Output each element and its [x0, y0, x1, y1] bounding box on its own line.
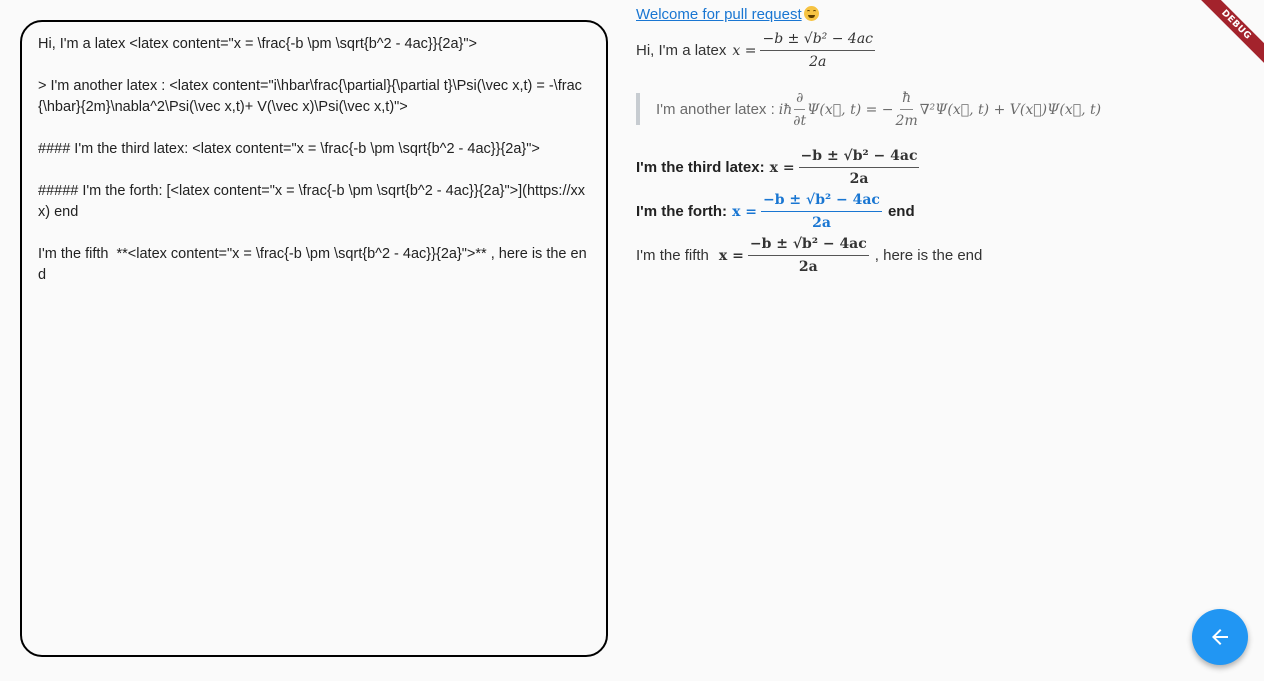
link-text[interactable]: Welcome for pull request — [636, 6, 802, 23]
formula-5 — [719, 236, 873, 275]
formula-denominator: 2a — [809, 54, 827, 70]
line3-text: I'm the third latex: — [636, 159, 765, 176]
formula-fraction — [799, 148, 920, 187]
line4-text: I'm the forth: — [636, 203, 728, 220]
line4-end: end — [887, 203, 915, 220]
formula-denominator: 2a — [812, 215, 831, 231]
ihbar: iħ — [778, 101, 793, 118]
two-m-den: 2m — [895, 113, 918, 129]
formula-fraction — [760, 31, 875, 70]
back-fab-button[interactable] — [1192, 609, 1248, 665]
line5-end: , here is the end — [874, 247, 983, 264]
pull-request-link[interactable] — [636, 6, 819, 23]
debug-banner-text: DEBUG — [1189, 0, 1264, 72]
formula-fraction — [761, 192, 882, 231]
formula-lhs: x = — [732, 203, 758, 220]
debug-banner — [1174, 0, 1264, 90]
formula-denominator: 2a — [798, 259, 818, 275]
editor-content[interactable]: Hi, I'm a latex <latex content="x = \frac{-b \pm \sqrt{b^2 - 4ac}}{2a}"> > I'm another latex : <latex content="i\hbar\frac{\partial}{\partial t}\Psi(\vec x,t) = -\frac{\hbar}{2m}\nabla^2\Psi(\vec x,t)+ V(\vec x)\Psi(\vec x,t)"> #### I'm the third latex: <latex content="x = \frac{-b \pm \sqrt{b^2 - 4ac}}{2a}"> ##### I'm the forth: [<latex content="x = \frac{-b \pm \sqrt{b^2 - 4ac}}{2a}">](https://xxx) end I'm the fifth **<latex content="x = \frac{-b \pm \sqrt{b^2 - 4ac}}{2a}">** , here is the end — [38, 36, 587, 283]
formula-fraction — [748, 236, 869, 275]
psi-lhs: Ψ(x⃗, t) = − — [807, 101, 894, 118]
latex-source-editor[interactable] — [20, 20, 608, 657]
line2-text: I'm another latex : — [656, 101, 775, 118]
partial-fraction — [793, 90, 806, 129]
formula-lhs: x = — [769, 159, 795, 176]
preview-line-3 — [636, 148, 923, 187]
formula-numerator: −b ± √b² − 4ac — [748, 236, 869, 256]
formula-1 — [732, 31, 879, 70]
partial-den: ∂t — [793, 113, 807, 129]
formula-lhs: x = — [718, 247, 744, 264]
blockquote-bar — [636, 93, 640, 125]
formula-numerator: −b ± √b² − 4ac — [760, 31, 875, 51]
line5-text: I'm the fifth — [636, 247, 709, 264]
formula-3 — [770, 148, 924, 187]
preview-line-1 — [636, 31, 879, 70]
partial-num: ∂ — [794, 90, 805, 110]
grin-emoji-icon — [804, 6, 819, 21]
preview-line-4 — [636, 192, 915, 231]
preview-line-5 — [636, 236, 982, 275]
hbar-num: ħ — [900, 90, 913, 110]
formula-denominator: 2a — [849, 171, 869, 187]
line1-text: Hi, I'm a latex — [636, 42, 727, 59]
hbar-fraction — [896, 90, 918, 129]
formula-numerator: −b ± √b² − 4ac — [761, 192, 882, 212]
formula-lhs: x = — [732, 42, 757, 59]
formula-numerator: −b ± √b² − 4ac — [799, 148, 920, 168]
formula-4-link[interactable] — [732, 192, 886, 231]
preview-line-2 — [656, 90, 1101, 129]
schrodinger-rhs: ∇²Ψ(x⃗, t) + V(x⃗)Ψ(x⃗, t) — [919, 101, 1102, 118]
schrodinger-equation — [779, 90, 1101, 129]
arrow-back-icon — [1208, 625, 1232, 649]
